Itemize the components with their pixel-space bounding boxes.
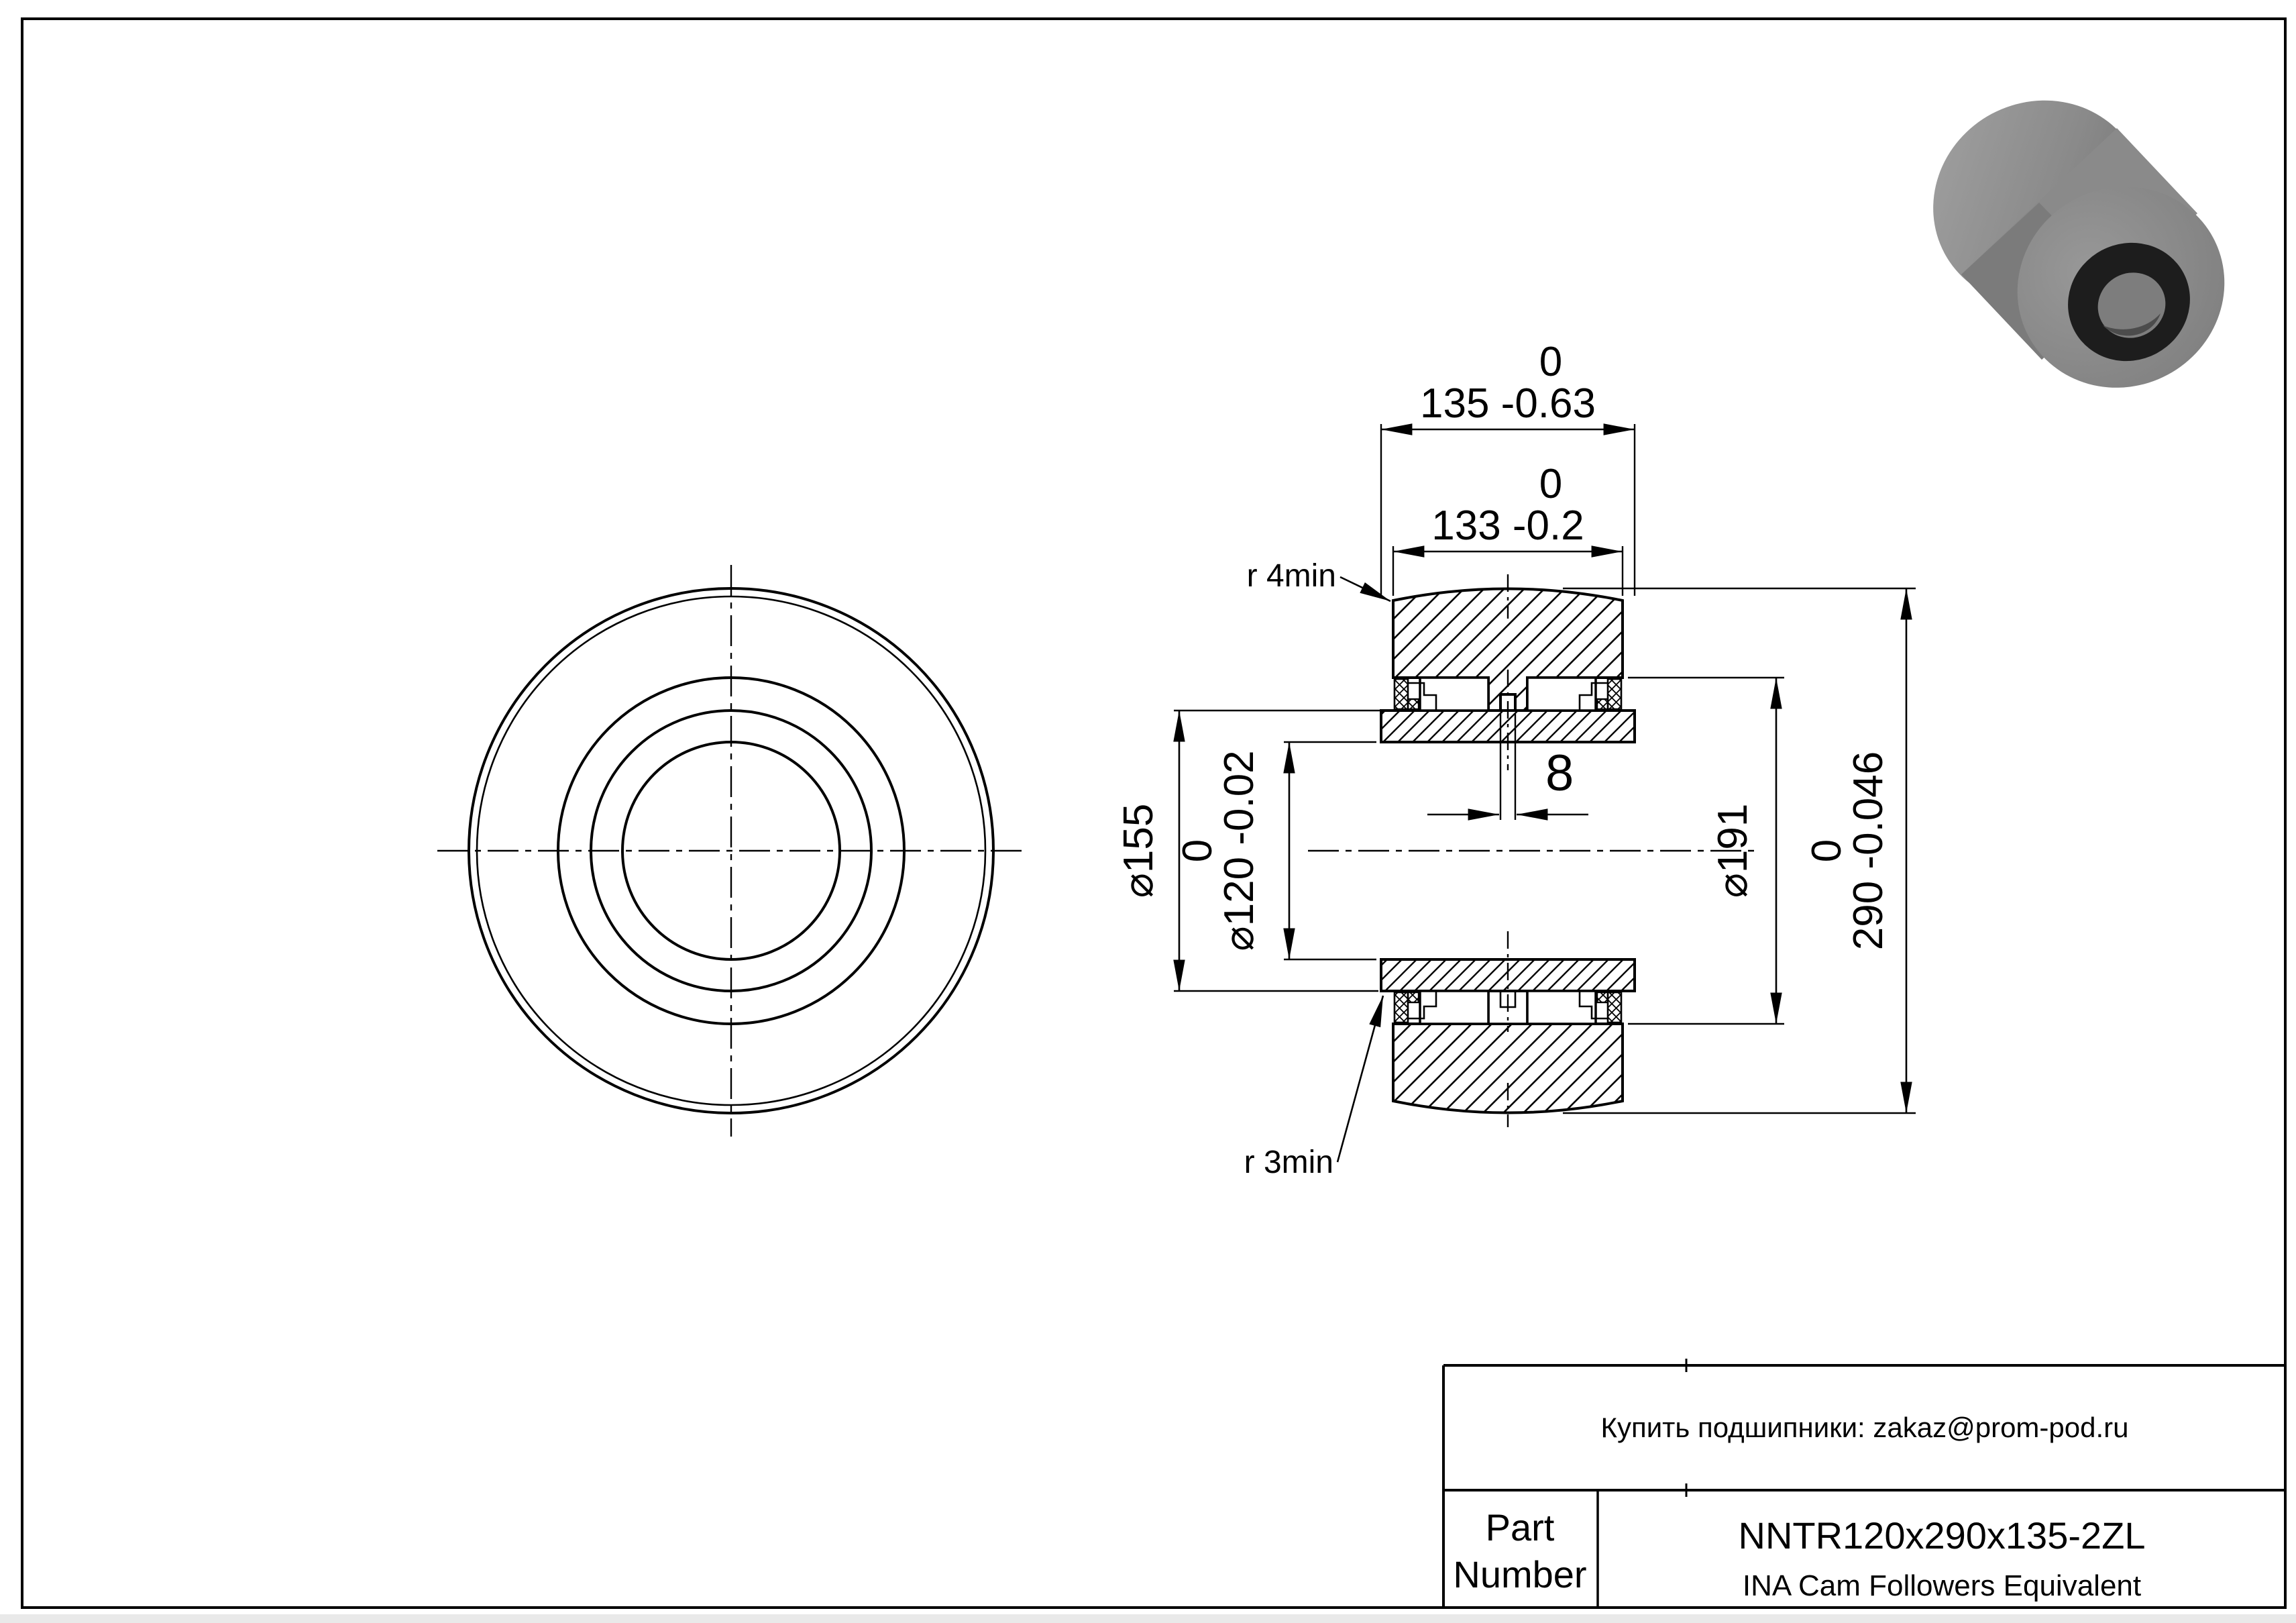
contact-text: Купить подшипники: zakaz@prom-pod.ru bbox=[1600, 1412, 2129, 1443]
dim-290-value: 290 -0.046 bbox=[1845, 751, 1892, 951]
radius-outer-label: r 4min bbox=[1246, 558, 1336, 594]
part-description: INA Cam Followers Equivalent bbox=[1742, 1569, 2142, 1602]
dim-133-value: 133 -0.2 bbox=[1431, 503, 1584, 549]
dim-120-value: ⌀120 -0.02 bbox=[1216, 750, 1262, 951]
roller-top-left bbox=[1420, 678, 1488, 711]
part-label-line2: Number bbox=[1453, 1553, 1587, 1595]
roller-top-right bbox=[1527, 678, 1596, 711]
dim-135-tolerance: 0 bbox=[1539, 339, 1563, 385]
dim-290-tolerance: 0 bbox=[1804, 839, 1850, 863]
radius-inner-label: r 3min bbox=[1244, 1145, 1333, 1180]
page-edge-strip bbox=[0, 1614, 2296, 1623]
dim-135-value: 135 -0.63 bbox=[1420, 380, 1596, 427]
dim-191-value: ⌀191 bbox=[1710, 803, 1756, 898]
roller-bottom-left bbox=[1420, 991, 1488, 1024]
dim-8-value: 8 bbox=[1545, 745, 1574, 802]
roller-bottom-right bbox=[1527, 991, 1596, 1024]
dim-155-value: ⌀155 bbox=[1115, 803, 1162, 898]
part-number: NNTR120x290x135-2ZL bbox=[1738, 1514, 2146, 1557]
dim-133-tolerance: 0 bbox=[1539, 461, 1563, 507]
dim-120-tolerance: 0 bbox=[1174, 839, 1221, 863]
part-label-line1: Part bbox=[1485, 1506, 1555, 1549]
